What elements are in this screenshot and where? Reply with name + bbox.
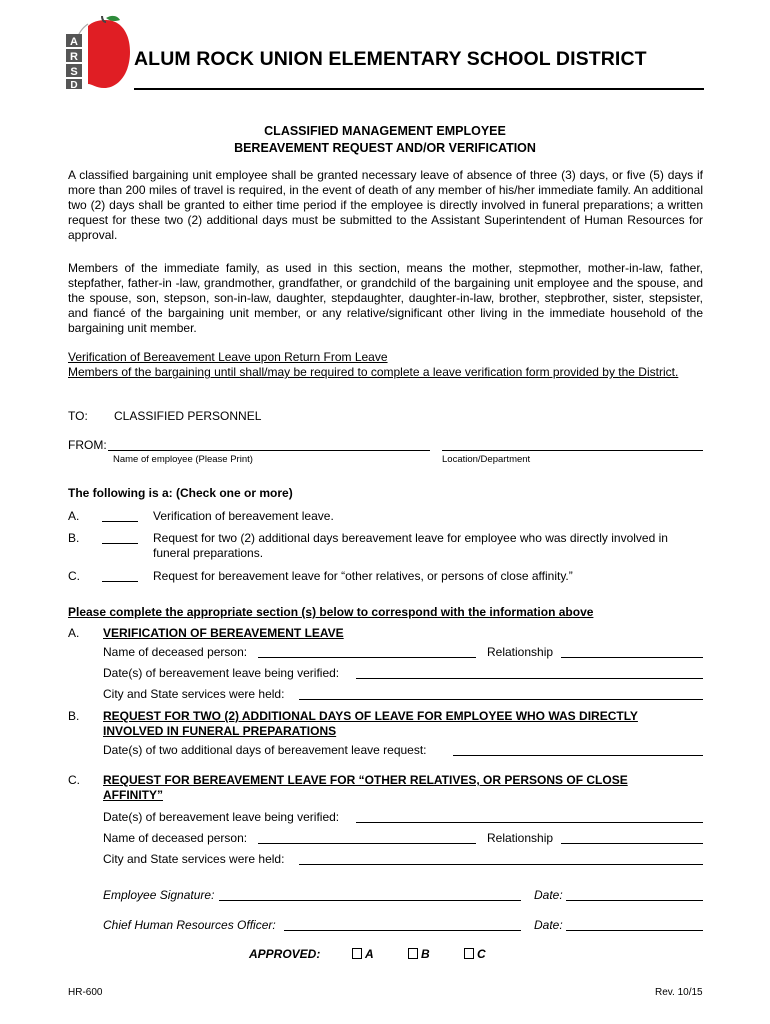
location-field[interactable] — [442, 438, 703, 451]
employee-signature-field[interactable] — [219, 888, 521, 901]
section-a-city-field[interactable] — [299, 687, 703, 700]
section-c-letter: C. — [68, 773, 80, 787]
approved-option-c-label: C — [477, 947, 486, 961]
section-c-heading-1: REQUEST FOR BEREAVEMENT LEAVE FOR “OTHER RELATIVES, OR PERSONS OF CLOSE — [103, 773, 628, 787]
chief-hr-signature-field[interactable] — [284, 918, 521, 931]
district-name: ALUM ROCK UNION ELEMENTARY SCHOOL DISTRICT — [134, 48, 647, 70]
checkbox-b-icon[interactable] — [408, 948, 418, 959]
section-c-deceased-field[interactable] — [258, 831, 476, 844]
employee-date-field[interactable] — [566, 888, 703, 901]
name-caption: Name of employee (Please Print) — [113, 454, 253, 465]
approved-label: APPROVED: — [249, 947, 321, 961]
section-a-heading: VERIFICATION OF BEREAVEMENT LEAVE — [103, 626, 344, 640]
section-c-heading-2: AFFINITY” — [103, 788, 163, 802]
logo-letter-s: S — [70, 66, 78, 78]
verification-heading: Verification of Bereavement Leave upon Return From Leave — [68, 350, 388, 364]
approved-option-a[interactable] — [352, 947, 374, 961]
check-b-text: Request for two (2) additional days bereavement leave for employee who was directly involved in — [153, 531, 668, 545]
check-c-letter: C. — [68, 569, 80, 583]
section-a-dates-field[interactable] — [356, 666, 703, 679]
location-caption: Location/Department — [442, 454, 531, 465]
checkbox-a-icon[interactable] — [352, 948, 362, 959]
logo-letter-r: R — [70, 51, 78, 63]
section-b-letter: B. — [68, 709, 80, 723]
section-a-dates-label: Date(s) of bereavement leave being verified: — [103, 666, 340, 680]
to-value: CLASSIFIED PERSONNEL — [114, 409, 262, 423]
section-a-letter: A. — [68, 626, 80, 640]
header-rule — [134, 88, 704, 90]
policy-paragraph-2: Members of the immediate family, as used in this section, means the mother, stepmother, mother-in-law, father, stepfather, father-in -law, grandmother, grandfather, or grandchild of the bargaining unit employee and the spouse, and the spouse, son, stepson, son-in-law, daughter, stepdaughter, daughter-in-law, brother, stepbrother, sister, stepsister, and fiancé of the bargaining unit member, or any relative/significant other living in the immediate household of the bargaining unit member. — [68, 261, 703, 335]
chief-date-label: Date: — [534, 918, 563, 932]
revision: Rev. 10/15 — [655, 987, 703, 998]
section-c-city-label: City and State services were held: — [103, 852, 285, 866]
employee-signature-label: Employee Signature: — [103, 888, 215, 902]
checkbox-c-icon[interactable] — [464, 948, 474, 959]
check-c-blank[interactable] — [102, 569, 138, 582]
sections-instruction: Please complete the appropriate section (s) below to correspond with the information above — [68, 605, 594, 619]
checklist-heading: The following is a: (Check one or more) — [68, 486, 293, 500]
approved-option-c[interactable] — [464, 947, 486, 961]
from-label: FROM: — [68, 438, 107, 452]
section-c-city-field[interactable] — [299, 852, 703, 865]
section-b-dates-label: Date(s) of two additional days of bereavement leave request: — [103, 743, 427, 757]
section-b-heading-2: INVOLVED IN FUNERAL PREPARATIONS — [103, 724, 337, 738]
employee-name-field[interactable] — [108, 438, 430, 451]
policy-paragraph-1: A classified bargaining unit employee shall be granted necessary leave of absence of three (3) days, or five (5) days if more than 200 miles of travel is required, in the event of death of any member of his/her immediate family. An additional two (2) days shall be granted to either time period if the employee is directly involved in funeral preparations; a written request for these two (2) additional days must be submitted to the Assistant Superintendent of Human Resources for approval. — [68, 168, 703, 242]
section-c-dates-field[interactable] — [356, 810, 703, 823]
check-a-text: Verification of bereavement leave. — [153, 509, 334, 523]
section-c-relationship-field[interactable] — [561, 831, 703, 844]
section-b-dates-field[interactable] — [453, 743, 703, 756]
logo-letter-d: D — [70, 80, 78, 90]
logo-letter-a: A — [70, 36, 78, 48]
section-a-relationship-label: Relationship — [487, 645, 554, 659]
verification-paragraph: Members of the bargaining until shall/may be required to complete a leave verification form provided by the District. — [68, 365, 679, 379]
section-c-deceased-label: Name of deceased person: — [103, 831, 248, 845]
check-a-blank[interactable] — [102, 509, 138, 522]
section-b-heading-1: REQUEST FOR TWO (2) ADDITIONAL DAYS OF LEAVE FOR EMPLOYEE WHO WAS DIRECTLY — [103, 709, 638, 723]
section-a-city-label: City and State services were held: — [103, 687, 285, 701]
form-title-line1: CLASSIFIED MANAGEMENT EMPLOYEE — [264, 124, 506, 138]
form-title-line2: BEREAVEMENT REQUEST AND/OR VERIFICATION — [234, 141, 536, 155]
section-a-deceased-label: Name of deceased person: — [103, 645, 248, 659]
check-b-text-cont: funeral preparations. — [153, 546, 264, 560]
check-b-letter: B. — [68, 531, 80, 545]
district-logo — [62, 14, 130, 90]
section-c-dates-label: Date(s) of bereavement leave being verified: — [103, 810, 340, 824]
check-a-letter: A. — [68, 509, 80, 523]
section-a-deceased-field[interactable] — [258, 645, 476, 658]
approved-option-b[interactable] — [408, 947, 430, 961]
check-c-text: Request for bereavement leave for “other relatives, or persons of close affinity.” — [153, 569, 573, 583]
approved-option-b-label: B — [421, 947, 430, 961]
employee-date-label: Date: — [534, 888, 563, 902]
form-id: HR-600 — [68, 987, 103, 998]
section-a-relationship-field[interactable] — [561, 645, 703, 658]
section-c-relationship-label: Relationship — [487, 831, 554, 845]
chief-date-field[interactable] — [566, 918, 703, 931]
to-label: TO: — [68, 409, 88, 423]
check-b-blank[interactable] — [102, 531, 138, 544]
approved-option-a-label: A — [365, 947, 374, 961]
chief-hr-label: Chief Human Resources Officer: — [103, 918, 276, 932]
